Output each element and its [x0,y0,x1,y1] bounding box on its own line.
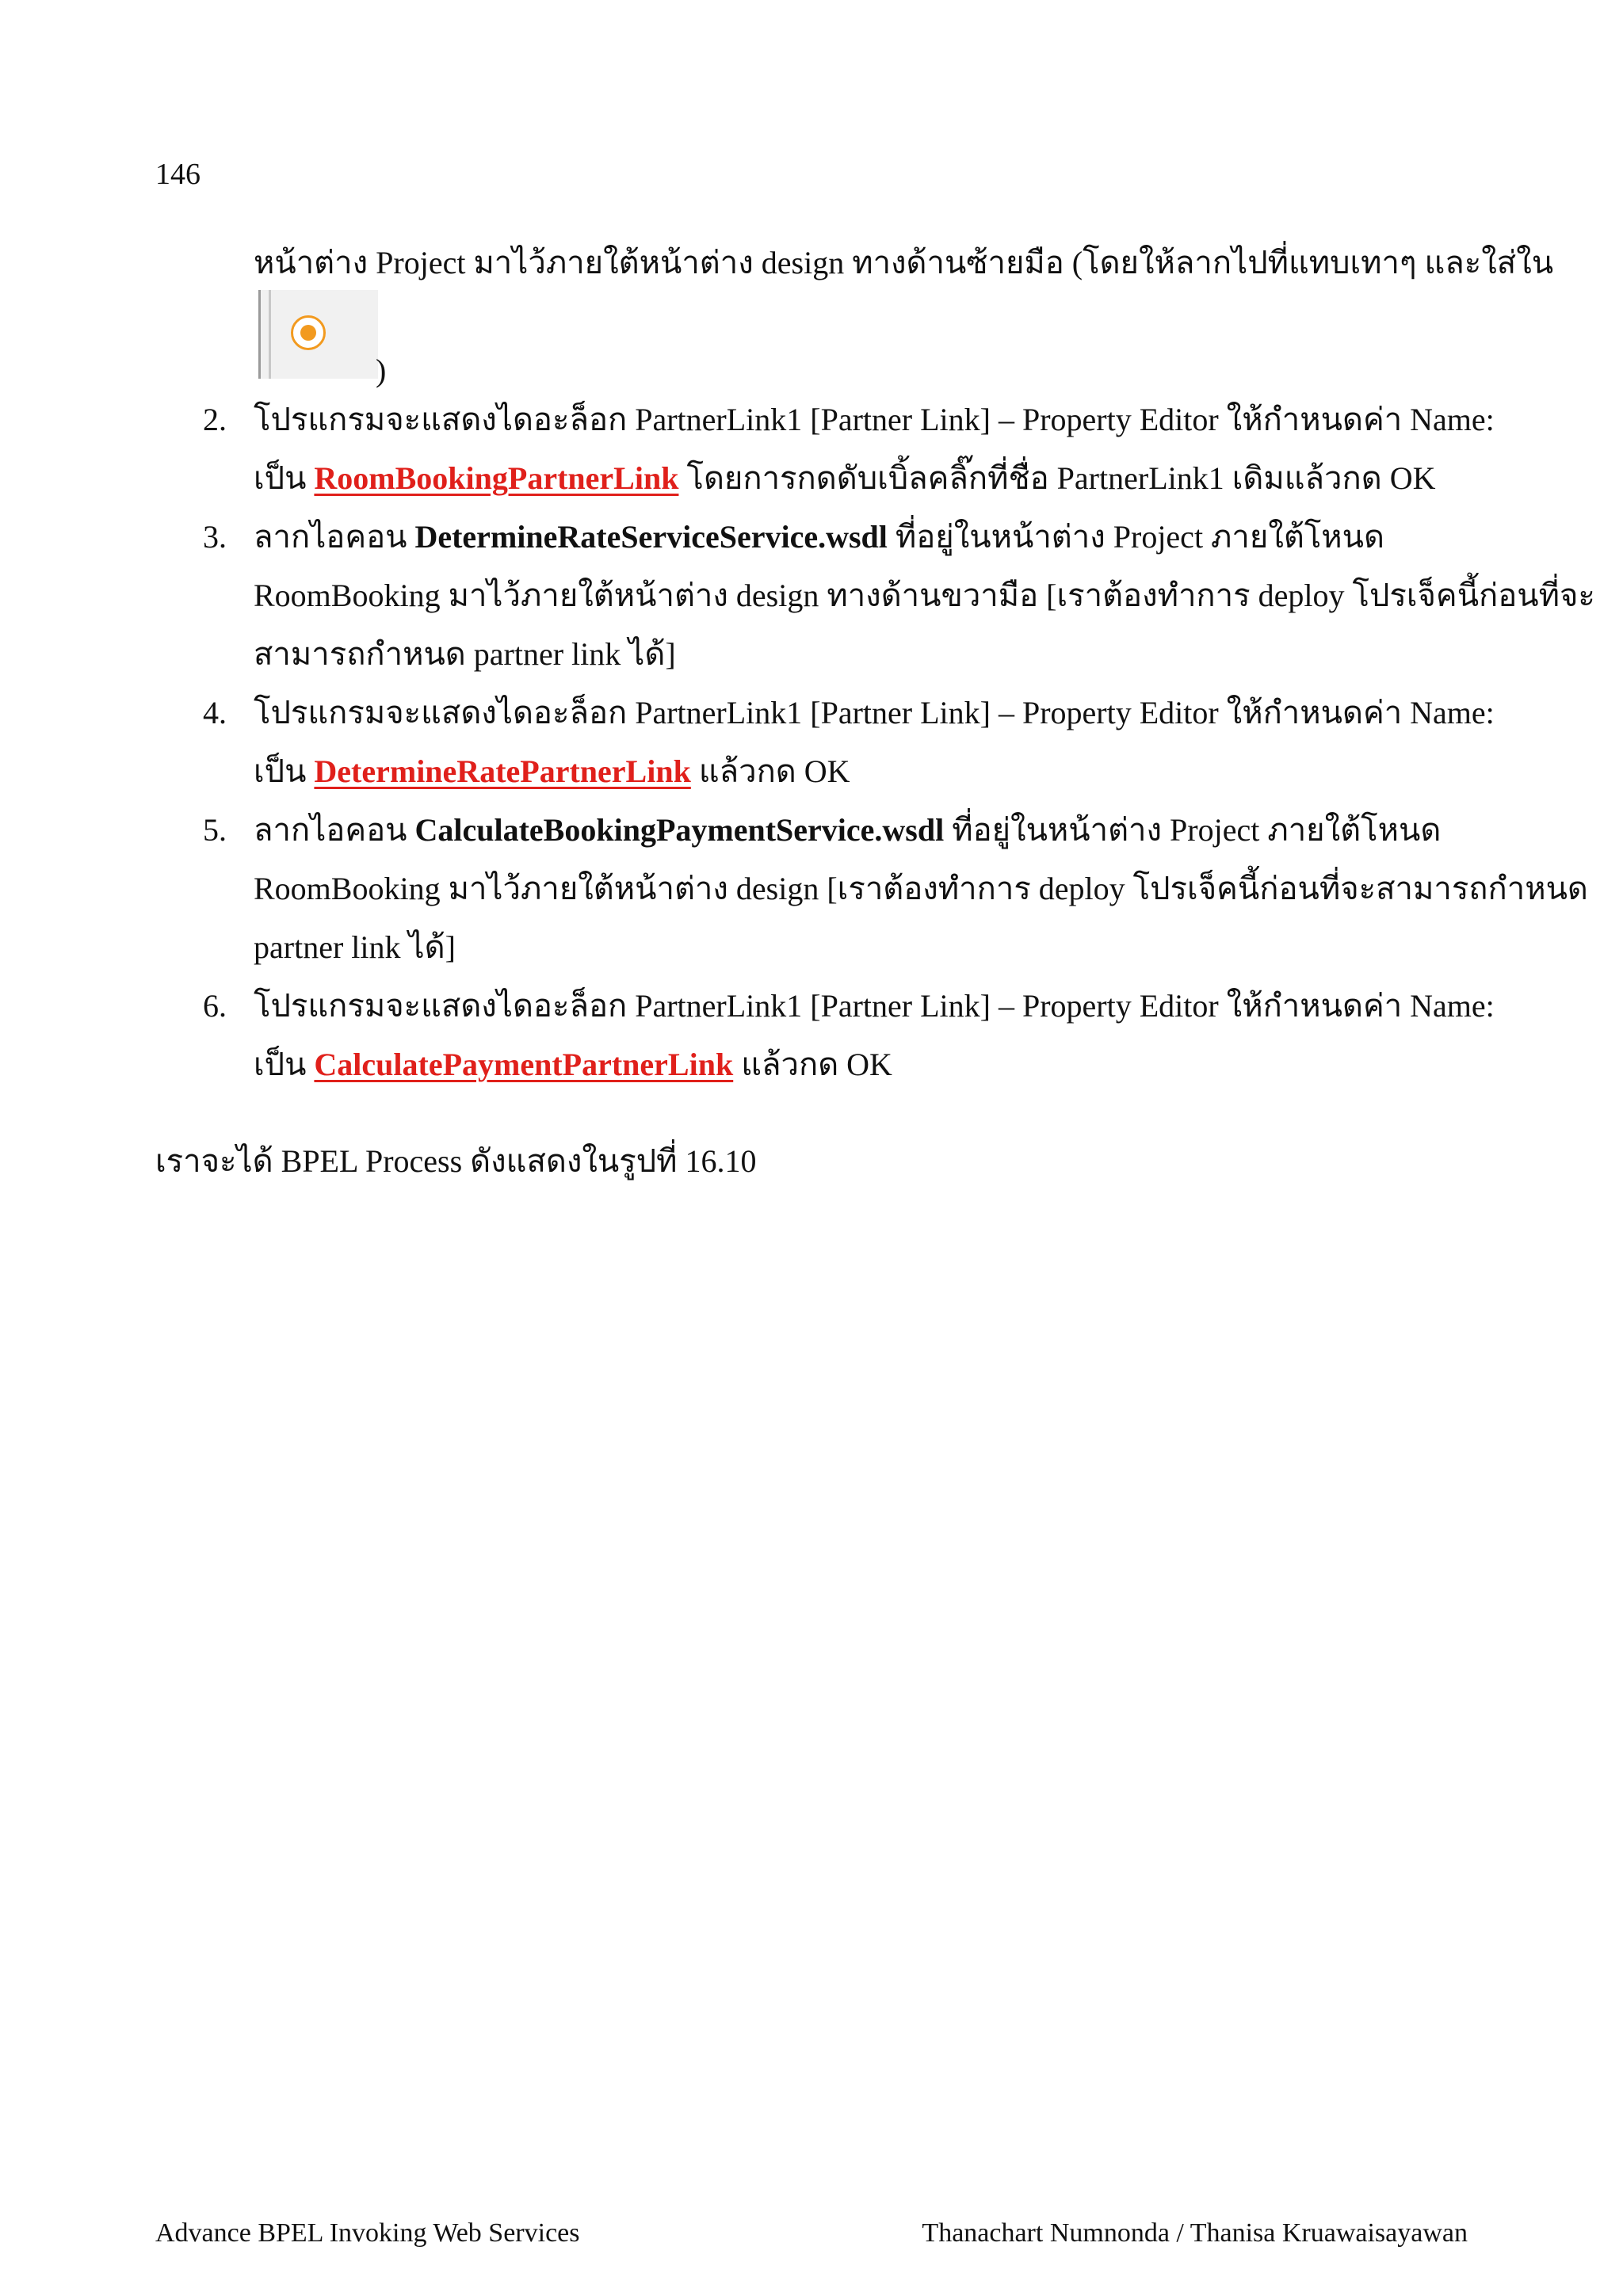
intro-close-paren: ) [376,353,387,388]
step-line: partner link ได้] [254,929,456,965]
step-line [254,1049,892,1081]
step-text: เป็น [254,753,315,789]
step-line: โปรแกรมจะแสดงไดอะล็อก PartnerLink1 [Partner Link] – Property Editor ให้กำหนดค่า Name: [254,988,1495,1024]
wsdl-file-name: DetermineRateServiceService.wsdl [414,519,888,555]
step-line [254,460,1436,496]
palette-divider [269,290,271,379]
step-text: เป็น [254,460,315,496]
step-number: 2. [203,402,227,437]
partner-link-name: RoomBookingPartnerLink [314,460,679,496]
conclusion-text: เราจะได้ BPEL Process ดังแสดงในรูปที่ 16.10 [155,1143,757,1179]
step-text: เป็น [254,1047,315,1082]
step-line: โปรแกรมจะแสดงไดอะล็อก PartnerLink1 [Partner Link] – Property Editor ให้กำหนดค่า Name: [254,402,1495,437]
step-text: โดยการกดดับเบิ้ลคลิ๊กที่ชื่อ PartnerLink1 เดิมแล้วกด OK [678,460,1436,496]
step-line: RoomBooking มาไว้ภายใต้หน้าต่าง design ทางด้านขวามือ [เราต้องทำการ deploy โปรเจ็คนี้ก่อนที่จะ [254,578,1595,613]
partner-link-icon [291,315,326,350]
step-text: แล้วกด OK [733,1047,892,1082]
step-text: ที่อยู่ในหน้าต่าง Project ภายใต้โหนด [944,812,1442,848]
wsdl-file-name: CalculateBookingPaymentService.wsdl [414,812,945,848]
step-number: 6. [203,988,227,1024]
step-text: ที่อยู่ในหน้าต่าง Project ภายใต้โหนด [887,519,1384,555]
step-line [254,814,1441,846]
step-line: RoomBooking มาไว้ภายใต้หน้าต่าง design [เราต้องทำการ deploy โปรเจ็คนี้ก่อนที่จะสามารถกำหนด [254,871,1588,906]
step-text: ลากไอคอน [254,812,415,848]
step-number: 3. [203,519,227,555]
page-number: 146 [155,158,200,191]
step-number: 5. [203,812,227,848]
step-line [254,521,1384,553]
footer-right: Thanachart Numnonda / Thanisa Kruawaisayawan [922,2218,1468,2248]
step-text: ลากไอคอน [254,519,415,555]
step-line: สามารถกำหนด partner link ได้] [254,636,676,672]
step-line [254,753,850,789]
step-text: แล้วกด OK [690,753,850,789]
footer-left: Advance BPEL Invoking Web Services [155,2218,580,2248]
partner-link-name: CalculatePaymentPartnerLink [314,1047,734,1082]
intro-line: หน้าต่าง Project มาไว้ภายใต้หน้าต่าง design ทางด้านซ้ายมือ (โดยให้ลากไปที่แทบเทาๆ และใส่ใน [254,245,1554,280]
step-number: 4. [203,695,227,730]
partner-link-name: DetermineRatePartnerLink [314,753,691,789]
step-line: โปรแกรมจะแสดงไดอะล็อก PartnerLink1 [Partner Link] – Property Editor ให้กำหนดค่า Name: [254,695,1495,730]
palette-screenshot [258,290,378,379]
